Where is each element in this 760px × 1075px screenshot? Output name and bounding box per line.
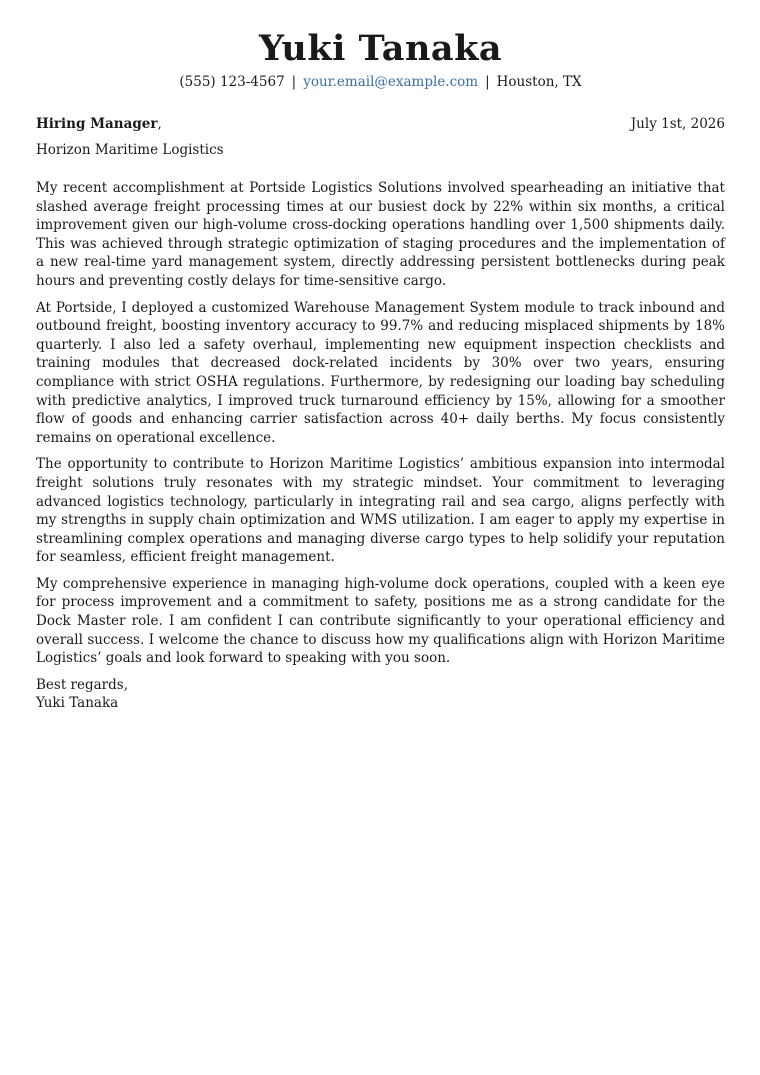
closing-block [36,676,725,713]
recipient-company: Horizon Maritime Logistics [36,142,224,158]
salutation-row [36,114,725,134]
cover-letter-page [36,28,725,713]
signature-name: Yuki Tanaka [36,695,119,712]
salutation [36,114,162,134]
body-paragraph: My recent accomplishment at Portside Logistics Solutions involved spearheading an initiative that slashed average freight processing times at our busiest dock by 22% within six months, a critical improvement given our high-volume cross-docking operations handling over 1,500 shipments daily. This was achieved through strategic optimization of staging procedures and the implementation of a new real-time yard management system, directly addressing persistent bottlenecks during peak hours and preventing costly delays for time-sensitive cargo. [36,180,725,289]
contact-separator: | [291,74,297,90]
contact-line [36,72,725,92]
closing-phrase: Best regards, [36,676,129,693]
recipient-comma: , [157,116,162,132]
contact-separator: | [485,74,490,90]
recipient-name: Hiring Manager [36,116,158,132]
body-paragraph: The opportunity to contribute to Horizon Maritime Logistics’ ambitious expansion into intermodal freight solutions truly resonates with my strategic mindset. Your commitment to leveraging advanced logistics technology, particularly in integrating rail and sea cargo, aligns perfectly with my strengths in supply chain optimization and WMS utilization. I am eager to apply my expertise in streamlining complex operations and managing diverse cargo types to help solidify your reputation for seamless, efficient freight management. [36,456,725,566]
body-paragraph: My comprehensive experience in managing high-volume dock operations, coupled with a keen eye for process improvement and a commitment to safety, positions me as a strong candidate for the Dock Master role. I am confident I can contribute significantly to your operational efficiency and overall success. I welcome the chance to discuss how my qualifications align with Horizon Maritime Logistics’ goals and look forward to speaking with you soon. [36,575,725,667]
location: Houston, TX [496,74,582,90]
applicant-name: Yuki Tanaka [258,28,503,69]
letter-date: July 1st, 2026 [630,116,725,132]
phone-number: (555) 123-4567 [179,74,285,90]
email-link[interactable]: your.email@example.com [303,74,479,90]
letter-body [36,179,725,668]
body-paragraph: At Portside, I deployed a customized Warehouse Management System module to track inbound and outbound freight, boosting inventory accuracy to 99.7% and reducing misplaced shipments by 18% quarterly. I also led a safety overhaul, implementing new equipment inspection checklists and training modules that decreased dock-related incidents by 30% over two years, ensuring compliance with strict OSHA regulations. Furthermore, by redesigning our loading bay scheduling with predictive analytics, I improved truck turnaround efficiency by 15%, allowing for a smoother flow of goods and enhancing carrier satisfaction across 40+ daily berths. My focus consistently remains on operational excellence. [36,299,725,446]
